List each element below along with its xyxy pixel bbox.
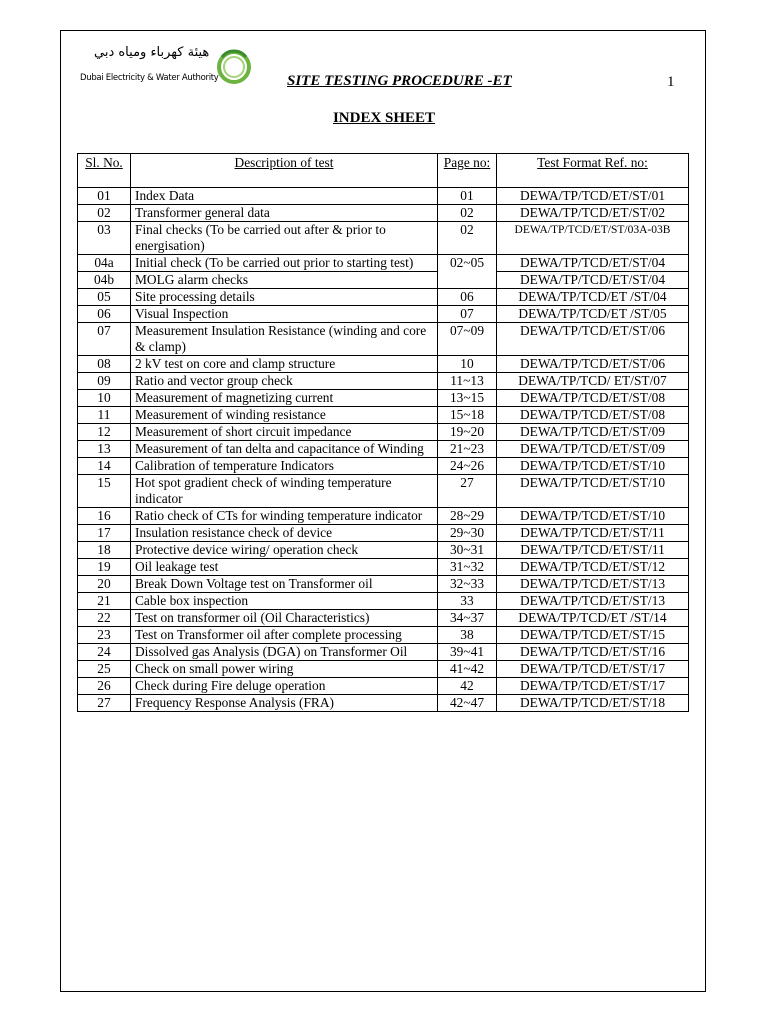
table-row <box>78 576 689 593</box>
row-sl-no: 09 <box>78 373 131 390</box>
table-row <box>78 306 689 323</box>
row-description: Test on Transformer oil after complete processing <box>131 627 438 644</box>
header-format-ref: Test Format Ref. no: <box>497 154 689 188</box>
table-row <box>78 356 689 373</box>
row-format-ref: DEWA/TP/TCD/ET/ST/08 <box>497 407 689 424</box>
row-format-ref: DEWA/TP/TCD/ET/ST/12 <box>497 559 689 576</box>
row-format-ref: DEWA/TP/TCD/ET /ST/04 <box>497 289 689 306</box>
row-format-ref: DEWA/TP/TCD/ET/ST/06 <box>497 356 689 373</box>
header-page-no: Page no: <box>438 154 497 188</box>
row-description: Measurement of short circuit impedance <box>131 424 438 441</box>
row-sl-no: 17 <box>78 525 131 542</box>
row-page-no: 07 <box>438 306 497 323</box>
row-format-ref: DEWA/TP/TCD/ET /ST/14 <box>497 610 689 627</box>
row-format-ref: DEWA/TP/TCD/ET/ST/10 <box>497 508 689 525</box>
row-page-no: 24~26 <box>438 458 497 475</box>
row-format-ref: DEWA/TP/TCD/ET/ST/10 <box>497 458 689 475</box>
row-description: Frequency Response Analysis (FRA) <box>131 695 438 712</box>
row-page-no: 38 <box>438 627 497 644</box>
row-page-no: 02~05 <box>438 255 497 289</box>
row-sl-no: 14 <box>78 458 131 475</box>
row-page-no: 11~13 <box>438 373 497 390</box>
row-sl-no: 27 <box>78 695 131 712</box>
row-sl-no: 01 <box>78 188 131 205</box>
row-sl-no: 10 <box>78 390 131 407</box>
row-description: Measurement of winding resistance <box>131 407 438 424</box>
row-description: Calibration of temperature Indicators <box>131 458 438 475</box>
row-format-ref: DEWA/TP/TCD/ET/ST/01 <box>497 188 689 205</box>
row-description: Index Data <box>131 188 438 205</box>
row-format-ref: DEWA/TP/TCD/ET /ST/05 <box>497 306 689 323</box>
table-row <box>78 188 689 205</box>
row-format-ref: DEWA/TP/TCD/ET/ST/08 <box>497 390 689 407</box>
row-page-no: 01 <box>438 188 497 205</box>
table-row <box>78 695 689 712</box>
page-number: 1 <box>667 74 675 90</box>
row-page-no: 07~09 <box>438 323 497 356</box>
row-sl-no: 26 <box>78 678 131 695</box>
row-sl-no: 25 <box>78 661 131 678</box>
table-row <box>78 661 689 678</box>
table-row <box>78 323 689 356</box>
table-row <box>78 627 689 644</box>
table-row <box>78 289 689 306</box>
row-sl-no: 16 <box>78 508 131 525</box>
index-sheet-title: INDEX SHEET <box>332 110 436 126</box>
row-page-no: 31~32 <box>438 559 497 576</box>
row-sl-no: 19 <box>78 559 131 576</box>
row-sl-no: 23 <box>78 627 131 644</box>
row-description: Dissolved gas Analysis (DGA) on Transformer Oil <box>131 644 438 661</box>
row-page-no: 41~42 <box>438 661 497 678</box>
row-sl-no: 13 <box>78 441 131 458</box>
row-page-no: 02 <box>438 222 497 255</box>
row-format-ref: DEWA/TP/TCD/ET/ST/04 <box>497 272 689 289</box>
row-page-no: 21~23 <box>438 441 497 458</box>
row-description: 2 kV test on core and clamp structure <box>131 356 438 373</box>
table-row <box>78 610 689 627</box>
row-sl-no: 04a <box>78 255 131 272</box>
row-format-ref: DEWA/TP/TCD/ ET/ST/07 <box>497 373 689 390</box>
row-description: Ratio check of CTs for winding temperature indicator <box>131 508 438 525</box>
row-sl-no: 20 <box>78 576 131 593</box>
row-sl-no: 07 <box>78 323 131 356</box>
row-sl-no: 24 <box>78 644 131 661</box>
row-description: Initial check (To be carried out prior to starting test) <box>131 255 438 272</box>
table-header-row <box>78 154 689 188</box>
row-page-no: 42~47 <box>438 695 497 712</box>
table-row <box>78 272 689 289</box>
row-description: Measurement Insulation Resistance (winding and core & clamp) <box>131 323 438 356</box>
row-description: Check on small power wiring <box>131 661 438 678</box>
table-row <box>78 255 689 272</box>
table-row <box>78 475 689 508</box>
table-row <box>78 205 689 222</box>
row-page-no: 39~41 <box>438 644 497 661</box>
row-format-ref: DEWA/TP/TCD/ET/ST/17 <box>497 661 689 678</box>
row-description: Check during Fire deluge operation <box>131 678 438 695</box>
row-page-no: 02 <box>438 205 497 222</box>
index-table <box>77 153 689 712</box>
row-page-no: 33 <box>438 593 497 610</box>
row-format-ref: DEWA/TP/TCD/ET/ST/10 <box>497 475 689 508</box>
table-row <box>78 525 689 542</box>
row-sl-no: 03 <box>78 222 131 255</box>
row-page-no: 19~20 <box>438 424 497 441</box>
row-page-no: 32~33 <box>438 576 497 593</box>
table-row <box>78 678 689 695</box>
row-format-ref: DEWA/TP/TCD/ET/ST/03A-03B <box>497 222 689 255</box>
row-format-ref: DEWA/TP/TCD/ET/ST/04 <box>497 255 689 272</box>
table-row <box>78 407 689 424</box>
document-title: SITE TESTING PROCEDURE -ET <box>287 73 512 89</box>
table-row <box>78 424 689 441</box>
row-sl-no: 12 <box>78 424 131 441</box>
row-page-no: 29~30 <box>438 525 497 542</box>
row-description: Visual Inspection <box>131 306 438 323</box>
row-format-ref: DEWA/TP/TCD/ET/ST/11 <box>497 525 689 542</box>
row-description: Test on transformer oil (Oil Characteristics) <box>131 610 438 627</box>
row-description: Insulation resistance check of device <box>131 525 438 542</box>
row-format-ref: DEWA/TP/TCD/ET/ST/02 <box>497 205 689 222</box>
row-description: MOLG alarm checks <box>131 272 438 289</box>
row-sl-no: 05 <box>78 289 131 306</box>
row-sl-no: 08 <box>78 356 131 373</box>
row-page-no: 42 <box>438 678 497 695</box>
table-row <box>78 441 689 458</box>
row-format-ref: DEWA/TP/TCD/ET/ST/16 <box>497 644 689 661</box>
row-description: Transformer general data <box>131 205 438 222</box>
row-page-no: 27 <box>438 475 497 508</box>
table-row <box>78 458 689 475</box>
row-format-ref: DEWA/TP/TCD/ET/ST/15 <box>497 627 689 644</box>
row-format-ref: DEWA/TP/TCD/ET/ST/13 <box>497 593 689 610</box>
row-sl-no: 02 <box>78 205 131 222</box>
row-description: Measurement of magnetizing current <box>131 390 438 407</box>
row-sl-no: 04b <box>78 272 131 289</box>
row-sl-no: 11 <box>78 407 131 424</box>
row-description: Oil leakage test <box>131 559 438 576</box>
row-sl-no: 06 <box>78 306 131 323</box>
row-format-ref: DEWA/TP/TCD/ET/ST/18 <box>497 695 689 712</box>
row-sl-no: 15 <box>78 475 131 508</box>
table-row <box>78 508 689 525</box>
header-sl-no: Sl. No. <box>78 154 131 188</box>
row-description: Protective device wiring/ operation check <box>131 542 438 559</box>
row-sl-no: 18 <box>78 542 131 559</box>
table-row <box>78 644 689 661</box>
row-page-no: 30~31 <box>438 542 497 559</box>
row-page-no: 06 <box>438 289 497 306</box>
row-page-no: 15~18 <box>438 407 497 424</box>
table-row <box>78 593 689 610</box>
row-description: Final checks (To be carried out after & prior to energisation) <box>131 222 438 255</box>
row-sl-no: 22 <box>78 610 131 627</box>
table-row <box>78 390 689 407</box>
dewa-logo <box>80 45 252 89</box>
row-page-no: 28~29 <box>438 508 497 525</box>
logo-english-text: Dubai Electricity & Water Authority <box>80 73 219 83</box>
row-page-no: 13~15 <box>438 390 497 407</box>
row-page-no: 10 <box>438 356 497 373</box>
row-description: Measurement of tan delta and capacitance of Winding <box>131 441 438 458</box>
header-description: Description of test <box>131 154 438 188</box>
table-row <box>78 373 689 390</box>
table-row <box>78 222 689 255</box>
row-format-ref: DEWA/TP/TCD/ET/ST/13 <box>497 576 689 593</box>
row-format-ref: DEWA/TP/TCD/ET/ST/06 <box>497 323 689 356</box>
row-page-no: 34~37 <box>438 610 497 627</box>
row-description: Hot spot gradient check of winding temperature indicator <box>131 475 438 508</box>
logo-arabic-text: هيئة كهرباء ومياه دبي <box>94 45 210 60</box>
row-description: Break Down Voltage test on Transformer oil <box>131 576 438 593</box>
table-row <box>78 559 689 576</box>
row-description: Site processing details <box>131 289 438 306</box>
row-description: Cable box inspection <box>131 593 438 610</box>
row-format-ref: DEWA/TP/TCD/ET/ST/17 <box>497 678 689 695</box>
row-sl-no: 21 <box>78 593 131 610</box>
logo-ring-icon <box>214 45 254 89</box>
index-table-body <box>78 188 689 712</box>
row-format-ref: DEWA/TP/TCD/ET/ST/09 <box>497 441 689 458</box>
row-format-ref: DEWA/TP/TCD/ET/ST/11 <box>497 542 689 559</box>
table-row <box>78 542 689 559</box>
row-format-ref: DEWA/TP/TCD/ET/ST/09 <box>497 424 689 441</box>
row-description: Ratio and vector group check <box>131 373 438 390</box>
